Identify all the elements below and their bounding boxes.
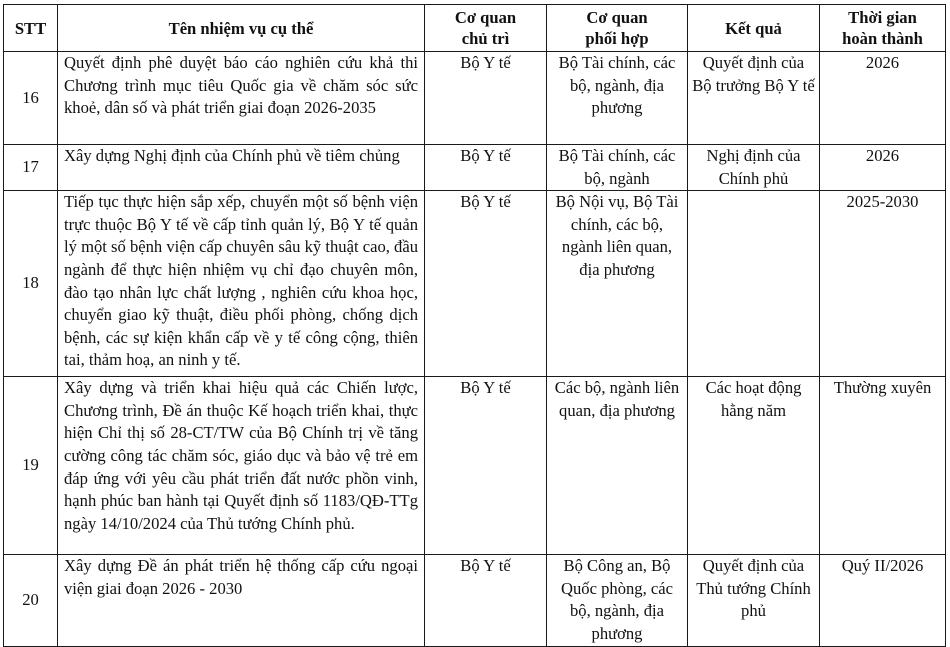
row-stt: 17 xyxy=(4,145,58,191)
row-stt: 16 xyxy=(4,52,58,145)
row-task: Quyết định phê duyệt báo cáo nghiên cứu khả thi Chương trình mục tiêu Quốc gia về chăm sóc sức khoẻ, dân số và phát triển giai đoạn 2026-2035 xyxy=(58,52,425,145)
row-lead-agency: Bộ Y tế xyxy=(425,191,547,377)
row-completion-time: Quý II/2026 xyxy=(820,555,946,646)
row-result: Các hoạt động hằng năm xyxy=(688,377,820,555)
task-table xyxy=(3,4,946,647)
row-lead-agency: Bộ Y tế xyxy=(425,145,547,191)
row-result xyxy=(688,191,820,377)
row-task: Tiếp tục thực hiện sắp xếp, chuyển một số bệnh viện trực thuộc Bộ Y tế về cấp tỉnh quản lý, Bộ Y tế quản lý một số bệnh viện cấp chuyên sâu kỹ thuật cao, đầu ngành để thực hiện nhiệm vụ chỉ đạo chuyên môn, đào tạo nhân lực chất lượng , nghiên cứu khoa học, chuyển giao kỹ thuật, điều phối phòng, chống dịch bệnh, các sự kiện khẩn cấp về y tế công cộng, thiên tai, thảm hoạ, an ninh y tế. xyxy=(58,191,425,377)
row-coord-agency: Các bộ, ngành liên quan, địa phương xyxy=(547,377,688,555)
header-lead-line2: chủ trì xyxy=(461,29,510,48)
row-result: Quyết định của Bộ trưởng Bộ Y tế xyxy=(688,52,820,145)
row-result: Nghị định của Chính phủ xyxy=(688,145,820,191)
row-result: Quyết định của Thủ tướng Chính phủ xyxy=(688,555,820,646)
header-task: Tên nhiệm vụ cụ thể xyxy=(58,5,425,52)
row-lead-agency: Bộ Y tế xyxy=(425,377,547,555)
row-completion-time: 2026 xyxy=(820,52,946,145)
row-coord-agency: Bộ Công an, Bộ Quốc phòng, các bộ, ngành, địa phương xyxy=(547,555,688,646)
header-lead-line1: Cơ quan xyxy=(454,8,517,27)
header-time-line1: Thời gian xyxy=(848,8,917,27)
row-lead-agency: Bộ Y tế xyxy=(425,52,547,145)
row-stt: 18 xyxy=(4,191,58,377)
row-task: Xây dựng Nghị định của Chính phủ về tiêm chủng xyxy=(58,145,425,191)
table-row xyxy=(4,191,946,377)
header-coord-line2: phối hợp xyxy=(585,29,649,48)
row-completion-time: Thường xuyên xyxy=(820,377,946,555)
document-page xyxy=(3,4,945,647)
header-coord-line1: Cơ quan xyxy=(586,8,648,27)
row-coord-agency: Bộ Nội vụ, Bộ Tài chính, các bộ, ngành liên quan, địa phương xyxy=(547,191,688,377)
header-time-line2: hoàn thành xyxy=(842,29,923,48)
header-coord-agency xyxy=(547,5,688,52)
row-stt: 19 xyxy=(4,377,58,555)
row-coord-agency: Bộ Tài chính, các bộ, ngành, địa phương xyxy=(547,52,688,145)
table-row xyxy=(4,145,946,191)
header-lead-agency xyxy=(425,5,547,52)
row-completion-time: 2026 xyxy=(820,145,946,191)
row-coord-agency: Bộ Tài chính, các bộ, ngành xyxy=(547,145,688,191)
row-stt: 20 xyxy=(4,555,58,646)
table-row xyxy=(4,377,946,555)
row-task: Xây dựng Đề án phát triển hệ thống cấp cứu ngoại viện giai đoạn 2026 - 2030 xyxy=(58,555,425,646)
header-stt: STT xyxy=(4,5,58,52)
header-result: Kết quả xyxy=(688,5,820,52)
table-row xyxy=(4,555,946,646)
row-task: Xây dựng và triển khai hiệu quả các Chiến lược, Chương trình, Đề án thuộc Kế hoạch triển khai, thực hiện Chỉ thị số 28-CT/TW của Bộ Chính trị về tăng cường công tác chăm sóc, giáo dục và bảo vệ trẻ em đáp ứng với yêu cầu phát triển đất nước phồn vinh, hạnh phúc ban hành tại Quyết định số 1183/QĐ-TTg ngày 14/10/2024 của Thủ tướng Chính phủ. xyxy=(58,377,425,555)
header-row xyxy=(4,5,946,52)
table-row xyxy=(4,52,946,145)
row-lead-agency: Bộ Y tế xyxy=(425,555,547,646)
header-completion-time xyxy=(820,5,946,52)
row-completion-time: 2025-2030 xyxy=(820,191,946,377)
